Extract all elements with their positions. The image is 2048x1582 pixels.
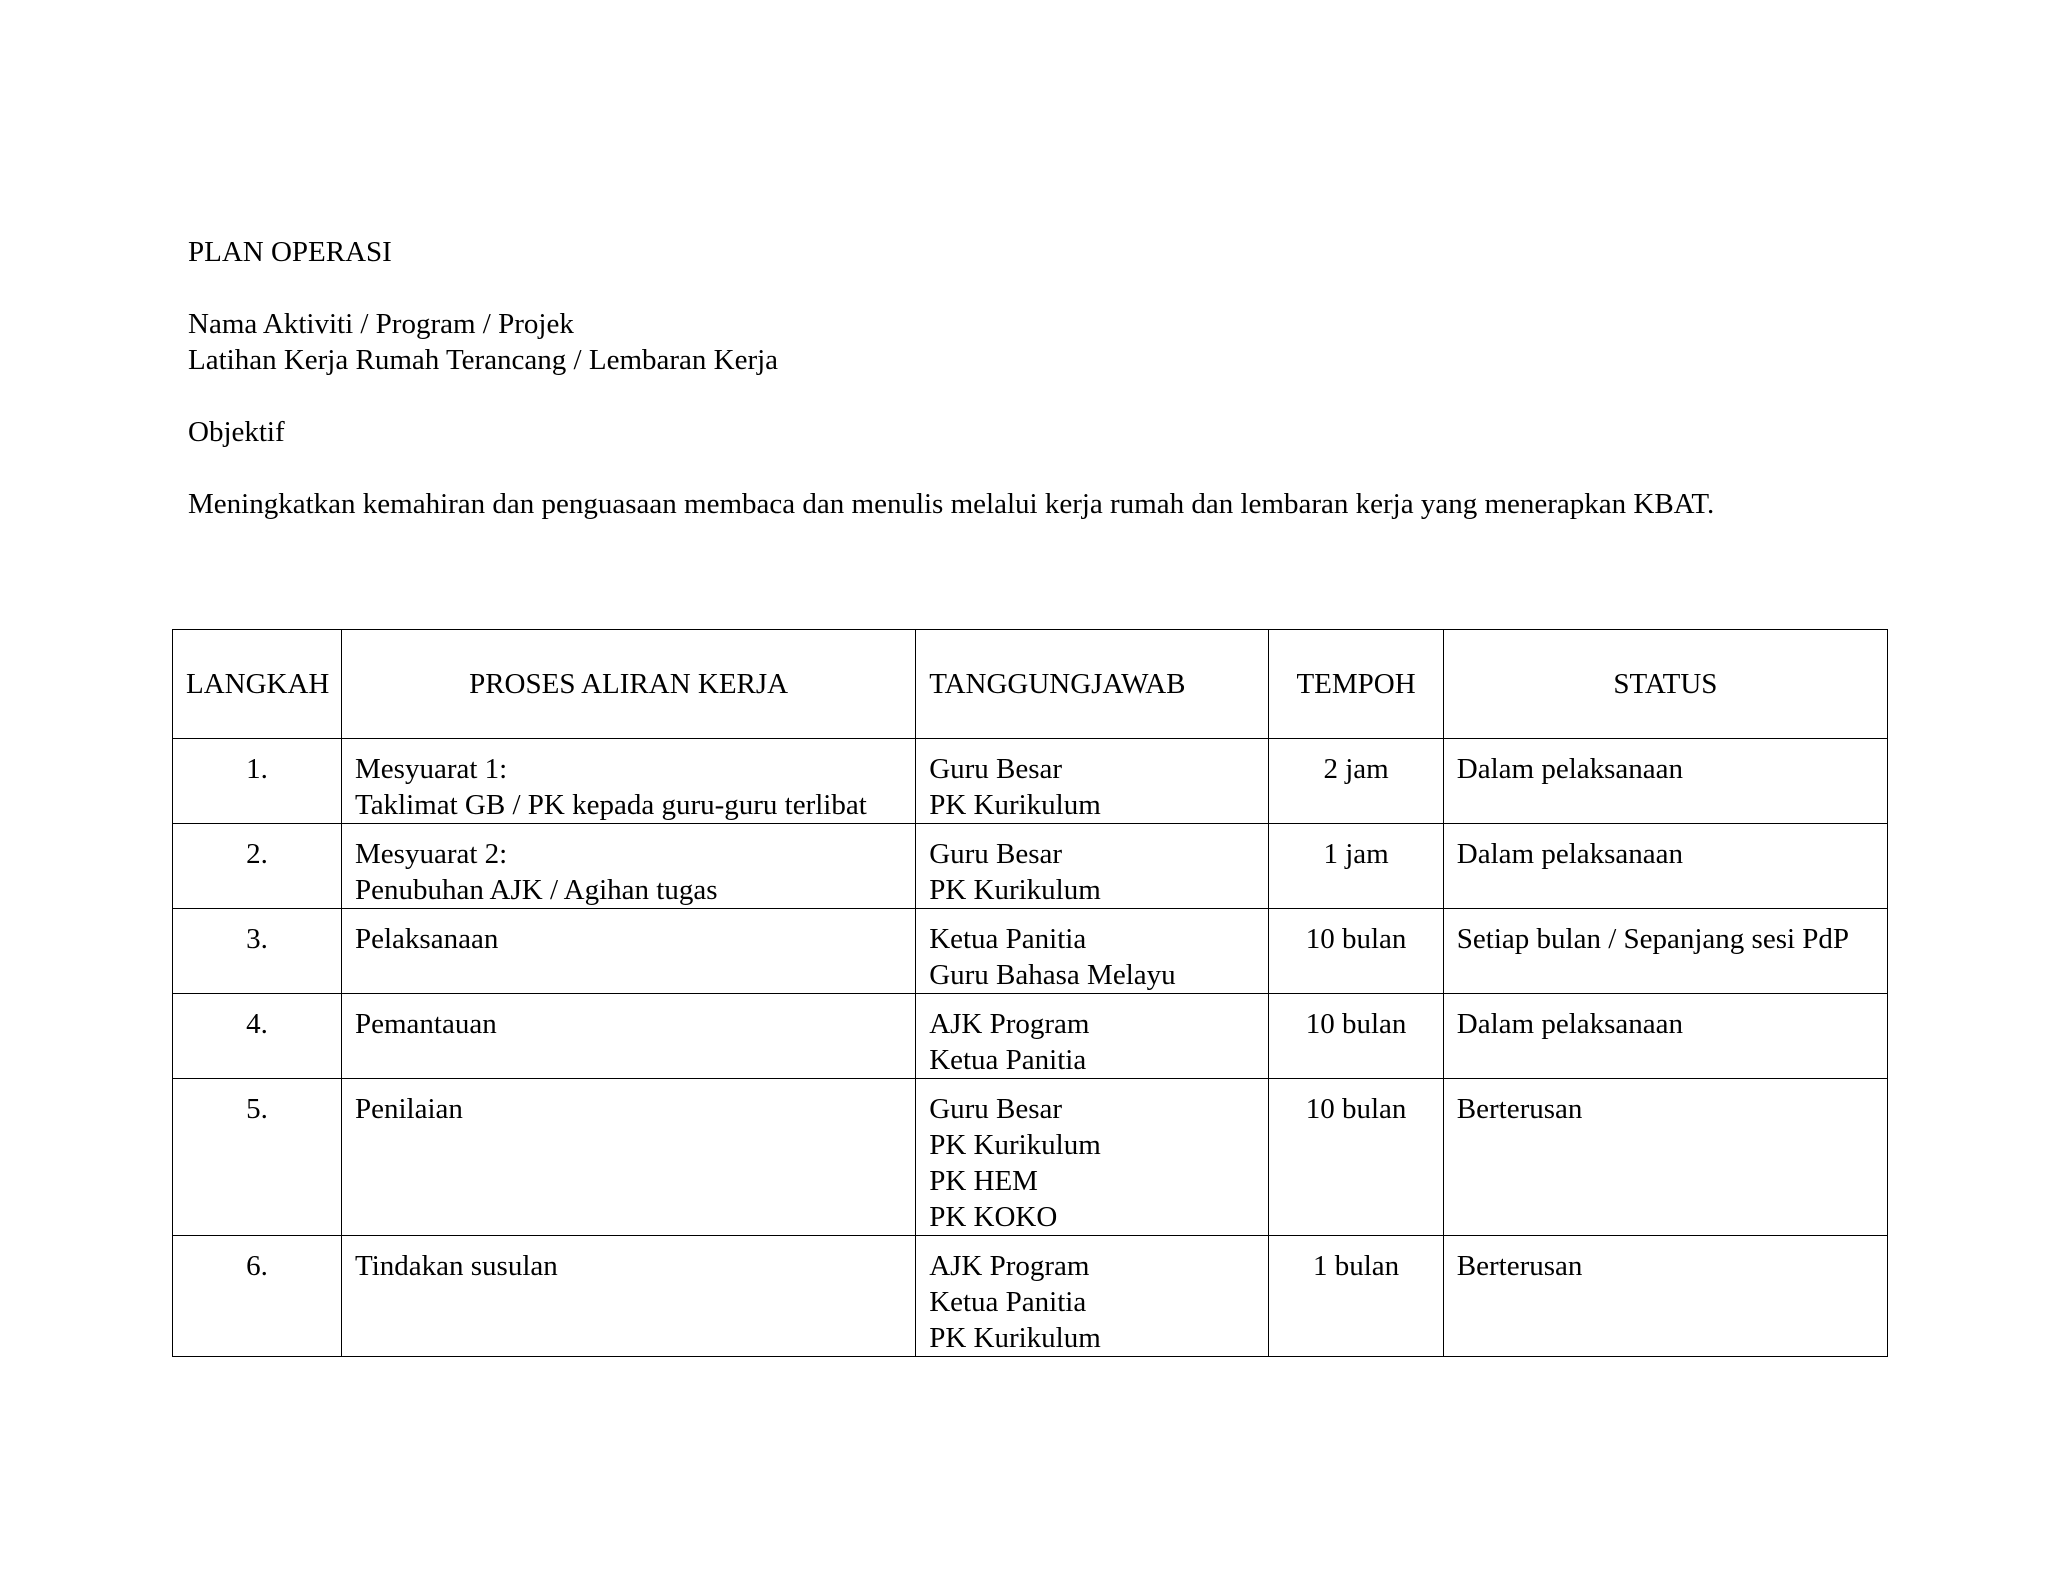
table-row <box>173 824 1888 909</box>
table-header-row <box>173 630 1888 739</box>
process-line: Taklimat GB / PK kepada guru-guru terlibat <box>355 789 867 821</box>
cell-duration: 10 bulan <box>1269 994 1443 1079</box>
responsible-line: Ketua Panitia <box>929 1286 1087 1318</box>
responsible-line: Guru Besar <box>929 838 1063 870</box>
responsible-line: PK Kurikulum <box>929 1322 1101 1354</box>
process-line: Penubuhan AJK / Agihan tugas <box>355 874 718 906</box>
process-line: Pemantauan <box>355 1008 497 1040</box>
cell-responsible <box>916 1079 1269 1236</box>
process-line: Mesyuarat 1: <box>355 753 508 785</box>
page-title: PLAN OPERASI <box>188 236 392 268</box>
cell-responsible <box>916 739 1269 824</box>
cell-step: 5. <box>173 1079 342 1236</box>
cell-process <box>342 739 916 824</box>
responsible-line: Guru Bahasa Melayu <box>929 959 1176 991</box>
cell-status: Dalam pelaksanaan <box>1443 824 1887 909</box>
cell-duration: 10 bulan <box>1269 1079 1443 1236</box>
cell-status: Berterusan <box>1443 1079 1887 1236</box>
cell-process <box>342 1236 916 1357</box>
cell-status: Setiap bulan / Sepanjang sesi PdP <box>1443 909 1887 994</box>
process-line: Penilaian <box>355 1093 463 1125</box>
cell-responsible <box>916 824 1269 909</box>
cell-responsible <box>916 994 1269 1079</box>
responsible-line: Guru Besar <box>929 753 1063 785</box>
process-line: Tindakan susulan <box>355 1250 558 1282</box>
operation-plan-table <box>172 629 1888 1357</box>
cell-process <box>342 994 916 1079</box>
cell-duration: 10 bulan <box>1269 909 1443 994</box>
cell-status: Dalam pelaksanaan <box>1443 739 1887 824</box>
table-row <box>173 909 1888 994</box>
cell-step: 4. <box>173 994 342 1079</box>
cell-status: Berterusan <box>1443 1236 1887 1357</box>
header-status: STATUS <box>1443 630 1887 739</box>
table-row <box>173 739 1888 824</box>
cell-step: 3. <box>173 909 342 994</box>
table-row <box>173 1236 1888 1357</box>
responsible-line: PK Kurikulum <box>929 874 1101 906</box>
cell-duration: 1 bulan <box>1269 1236 1443 1357</box>
cell-step: 1. <box>173 739 342 824</box>
responsible-line: Ketua Panitia <box>929 1044 1087 1076</box>
process-line: Pelaksanaan <box>355 923 499 955</box>
cell-responsible <box>916 1236 1269 1357</box>
table-row <box>173 1079 1888 1236</box>
process-line: Mesyuarat 2: <box>355 838 508 870</box>
table-row <box>173 994 1888 1079</box>
cell-process <box>342 824 916 909</box>
responsible-line: Ketua Panitia <box>929 923 1087 955</box>
header-step: LANGKAH <box>173 630 342 739</box>
responsible-line: Guru Besar <box>929 1093 1063 1125</box>
cell-step: 2. <box>173 824 342 909</box>
responsible-line: PK Kurikulum <box>929 1129 1101 1161</box>
header-duration: TEMPOH <box>1269 630 1443 739</box>
cell-status: Dalam pelaksanaan <box>1443 994 1887 1079</box>
responsible-line: PK KOKO <box>929 1201 1058 1233</box>
activity-name-value: Latihan Kerja Rumah Terancang / Lembaran Kerja <box>188 344 779 376</box>
responsible-line: AJK Program <box>929 1250 1090 1282</box>
cell-duration: 2 jam <box>1269 739 1443 824</box>
objective-label: Objektif <box>188 416 285 448</box>
responsible-line: AJK Program <box>929 1008 1090 1040</box>
objective-text: Meningkatkan kemahiran dan penguasaan membaca dan menulis melalui kerja rumah dan lembaran kerja yang menerapkan KBAT. <box>188 488 1715 520</box>
header-process: PROSES ALIRAN KERJA <box>342 630 916 739</box>
cell-process <box>342 1079 916 1236</box>
responsible-line: PK HEM <box>929 1165 1038 1197</box>
cell-responsible <box>916 909 1269 994</box>
cell-duration: 1 jam <box>1269 824 1443 909</box>
responsible-line: PK Kurikulum <box>929 789 1101 821</box>
header-responsible: TANGGUNGJAWAB <box>916 630 1269 739</box>
activity-name-label: Nama Aktiviti / Program / Projek <box>188 308 574 340</box>
cell-process <box>342 909 916 994</box>
cell-step: 6. <box>173 1236 342 1357</box>
